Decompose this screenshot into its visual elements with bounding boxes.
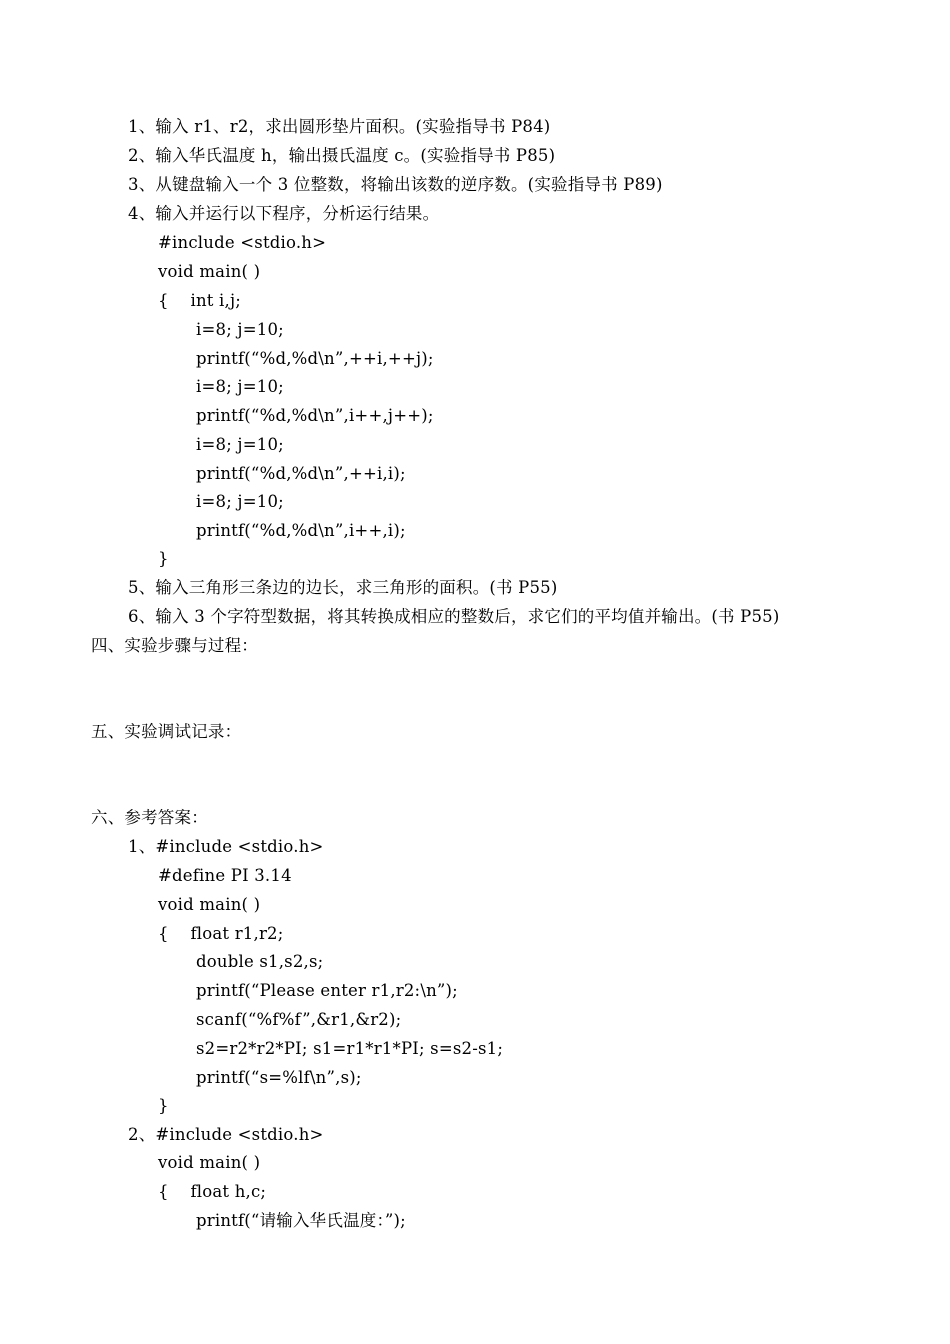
- answer-code-line: { float h,c;: [158, 1182, 267, 1201]
- task-5: 5、输入三角形三条边的边长，求三角形的面积。(书 P55): [128, 578, 558, 597]
- answer-code-line: void main( ): [158, 895, 261, 914]
- code-line: printf(“%d,%d\n”,i++,j++);: [196, 406, 434, 425]
- answer-code-line: scanf(“%f%f”,&r1,&r2);: [196, 1010, 402, 1029]
- task-1: 1、输入 r1、r2，求出圆形垫片面积。(实验指导书 P84): [128, 117, 551, 136]
- section-heading-debug: 五、实验调试记录：: [91, 722, 242, 741]
- code-line: }: [158, 549, 169, 568]
- section-heading-answers: 六、参考答案：: [91, 808, 208, 827]
- answer-code-line: }: [158, 1096, 169, 1115]
- code-line: printf(“%d,%d\n”,i++,i);: [196, 521, 406, 540]
- answer-code-line: printf(“请输入华氏温度：”);: [196, 1211, 406, 1230]
- code-line: printf(“%d,%d\n”,++i,i);: [196, 464, 406, 483]
- code-line: printf(“%d,%d\n”,++i,++j);: [196, 349, 434, 368]
- section-heading-steps: 四、实验步骤与过程：: [91, 636, 258, 655]
- task-4: 4、输入并运行以下程序，分析运行结果。: [128, 204, 440, 223]
- answer-code-line: printf(“s=%lf\n”,s);: [196, 1068, 362, 1087]
- answer-code-line: double s1,s2,s;: [196, 952, 324, 971]
- code-line: #include <stdio.h>: [158, 233, 327, 252]
- answer-code-line: { float r1,r2;: [158, 924, 284, 943]
- task-6: 6、输入 3 个字符型数据，将其转换成相应的整数后，求它们的平均值并输出。(书 P55): [128, 607, 780, 626]
- answer-code-line: printf(“Please enter r1,r2:\n”);: [196, 981, 458, 1000]
- code-line: i=8; j=10;: [196, 377, 284, 396]
- answer-code-line: 2、#include <stdio.h>: [128, 1125, 324, 1144]
- code-line: i=8; j=10;: [196, 435, 284, 454]
- code-line: i=8; j=10;: [196, 492, 284, 511]
- task-2: 2、输入华氏温度 h，输出摄氏温度 c。(实验指导书 P85): [128, 146, 556, 165]
- answer-code-line: s2=r2*r2*PI; s1=r1*r1*PI; s=s2-s1;: [196, 1039, 504, 1058]
- code-line: { int i,j;: [158, 291, 242, 310]
- code-line: void main( ): [158, 262, 261, 281]
- code-line: i=8; j=10;: [196, 320, 284, 339]
- answer-code-line: #define PI 3.14: [158, 866, 292, 885]
- answer-code-line: 1、#include <stdio.h>: [128, 837, 324, 856]
- answer-code-line: void main( ): [158, 1153, 261, 1172]
- task-3: 3、从键盘输入一个 3 位整数，将输出该数的逆序数。(实验指导书 P89): [128, 175, 663, 194]
